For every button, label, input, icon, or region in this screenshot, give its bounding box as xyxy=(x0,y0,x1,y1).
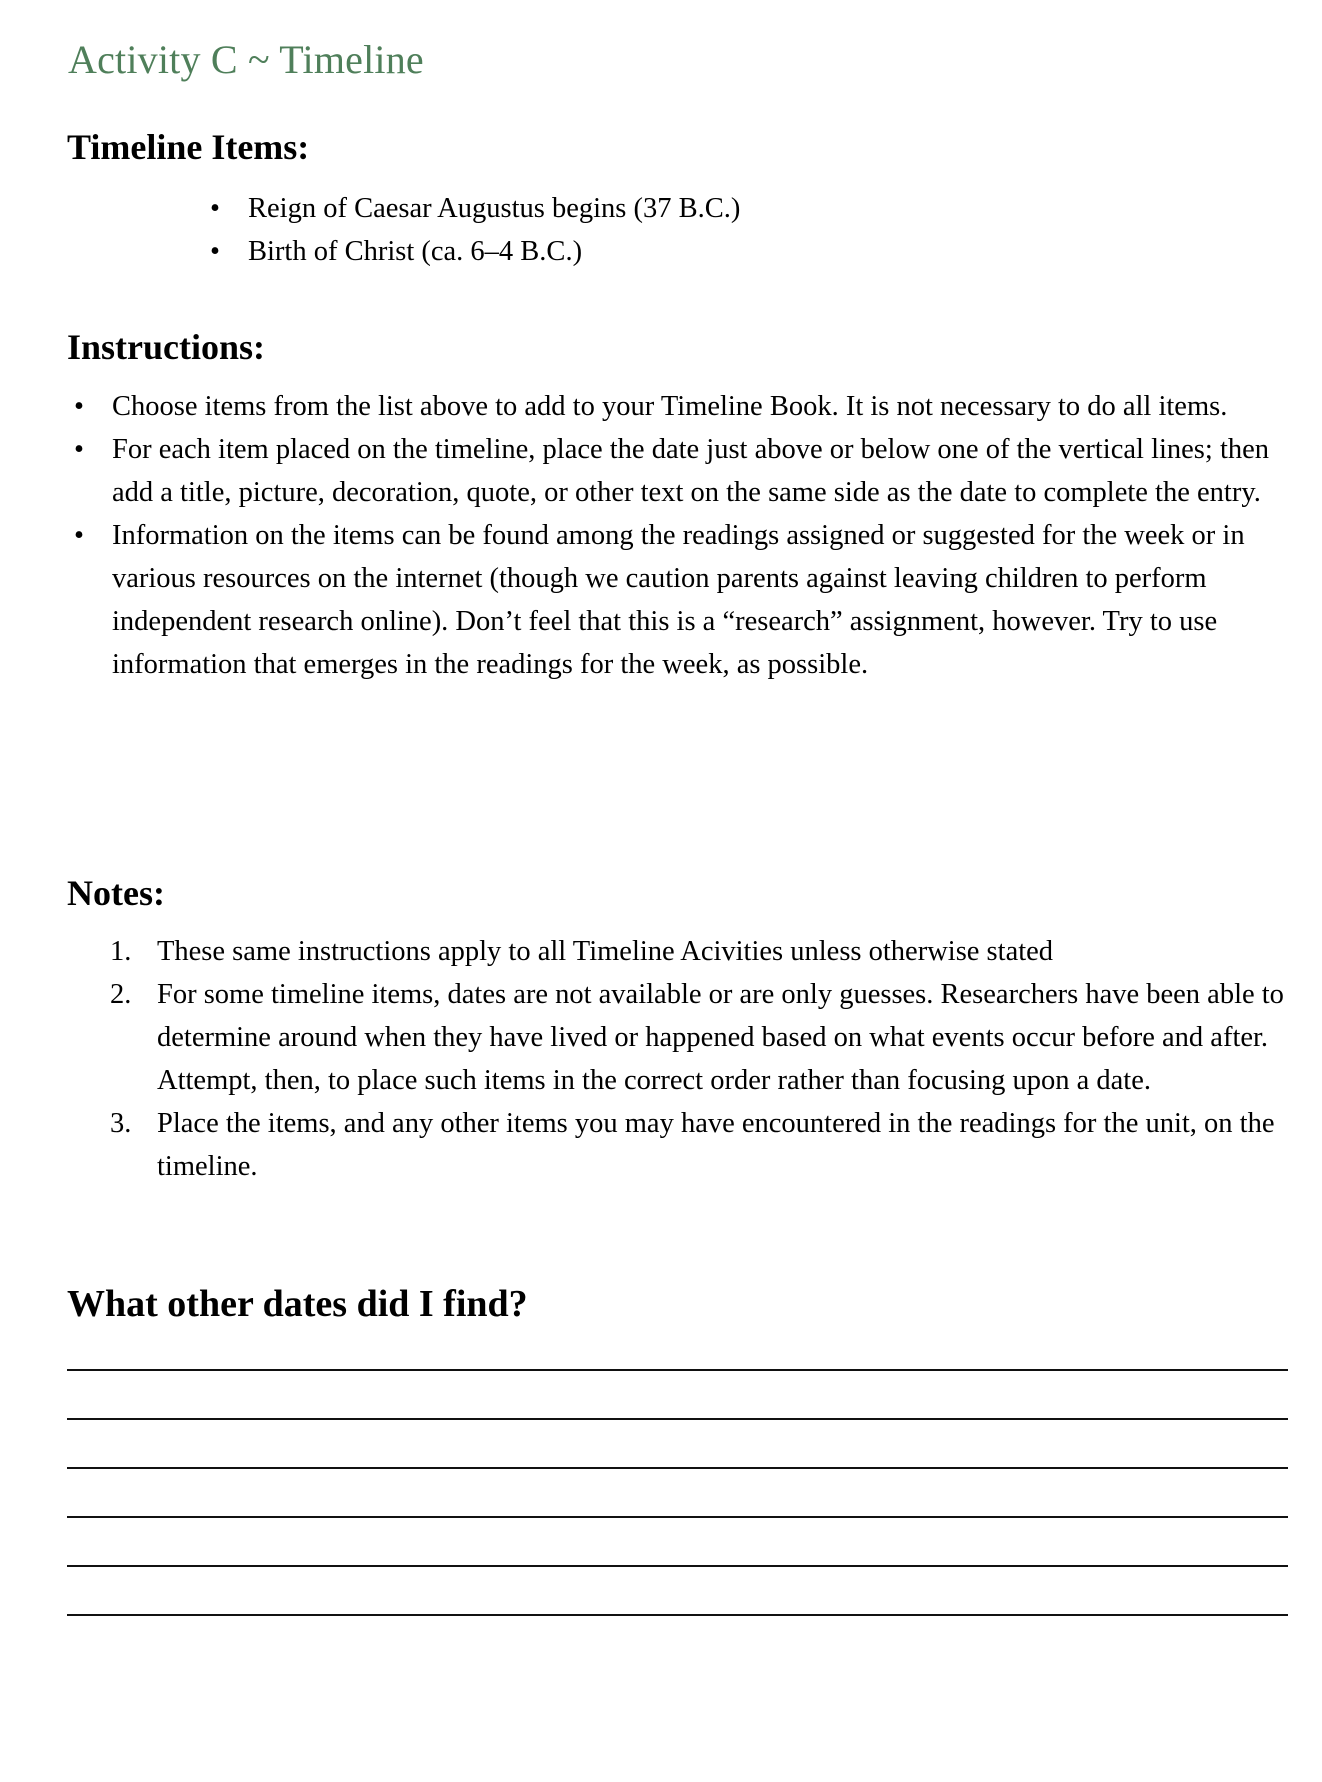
list-item xyxy=(110,973,1302,1102)
bullet-icon: • xyxy=(74,391,84,422)
list-item xyxy=(64,428,1300,514)
timeline-items-list xyxy=(200,187,1100,273)
item-number: 2. xyxy=(110,979,132,1010)
list-item xyxy=(200,230,1100,273)
list-item xyxy=(110,930,1302,973)
list-item xyxy=(64,514,1300,686)
instruction-text: Choose items from the list above to add to your Timeline Book. It is not necessary to do all items. xyxy=(112,391,1228,422)
answer-line[interactable] xyxy=(67,1469,1288,1518)
instruction-text: Information on the items can be found among the readings assigned or suggested for the week or in various resources on the internet (though we caution parents against leaving children to perform independent research online). Don’t feel that this is a “research” assignment, however. Try to use information that emerges in the readings for the week, as possible. xyxy=(112,520,1245,680)
timeline-item-text: Birth of Christ (ca. 6–4 B.C.) xyxy=(248,236,583,267)
answer-line[interactable] xyxy=(67,1420,1288,1469)
bullet-icon: • xyxy=(74,520,84,551)
answer-line[interactable] xyxy=(67,1371,1288,1420)
list-item xyxy=(200,187,1100,230)
timeline-items-heading: Timeline Items: xyxy=(67,127,310,167)
bullet-icon: • xyxy=(210,236,220,267)
notes-list xyxy=(110,930,1302,1188)
note-text: Place the items, and any other items you may have encountered in the readings for the unit, on the timeline. xyxy=(157,1108,1275,1182)
instructions-heading: Instructions: xyxy=(67,327,266,367)
answer-line[interactable] xyxy=(67,1518,1288,1567)
instructions-list xyxy=(64,385,1300,686)
list-item xyxy=(110,1102,1302,1188)
list-item xyxy=(64,385,1300,428)
bullet-icon: • xyxy=(74,434,84,465)
item-number: 3. xyxy=(110,1108,132,1139)
other-dates-heading: What other dates did I find? xyxy=(67,1283,528,1325)
answer-lines xyxy=(67,1369,1288,1616)
note-text: These same instructions apply to all Timeline Acivities unless otherwise stated xyxy=(157,936,1054,967)
note-text: For some timeline items, dates are not available or are only guesses. Researchers have been able to determine around when they have lived or happened based on what events occur before and after. Attempt, then, to place such items in the correct order rather than focusing upon a date. xyxy=(157,979,1284,1096)
timeline-item-text: Reign of Caesar Augustus begins (37 B.C.) xyxy=(248,193,741,224)
notes-heading: Notes: xyxy=(67,873,165,913)
answer-line[interactable] xyxy=(67,1567,1288,1616)
instruction-text: For each item placed on the timeline, place the date just above or below one of the vertical lines; then add a title, picture, decoration, quote, or other text on the same side as the date to complete the entry. xyxy=(112,434,1270,508)
page-title: Activity C ~ Timeline xyxy=(68,37,424,82)
item-number: 1. xyxy=(110,936,132,967)
bullet-icon: • xyxy=(210,193,220,224)
